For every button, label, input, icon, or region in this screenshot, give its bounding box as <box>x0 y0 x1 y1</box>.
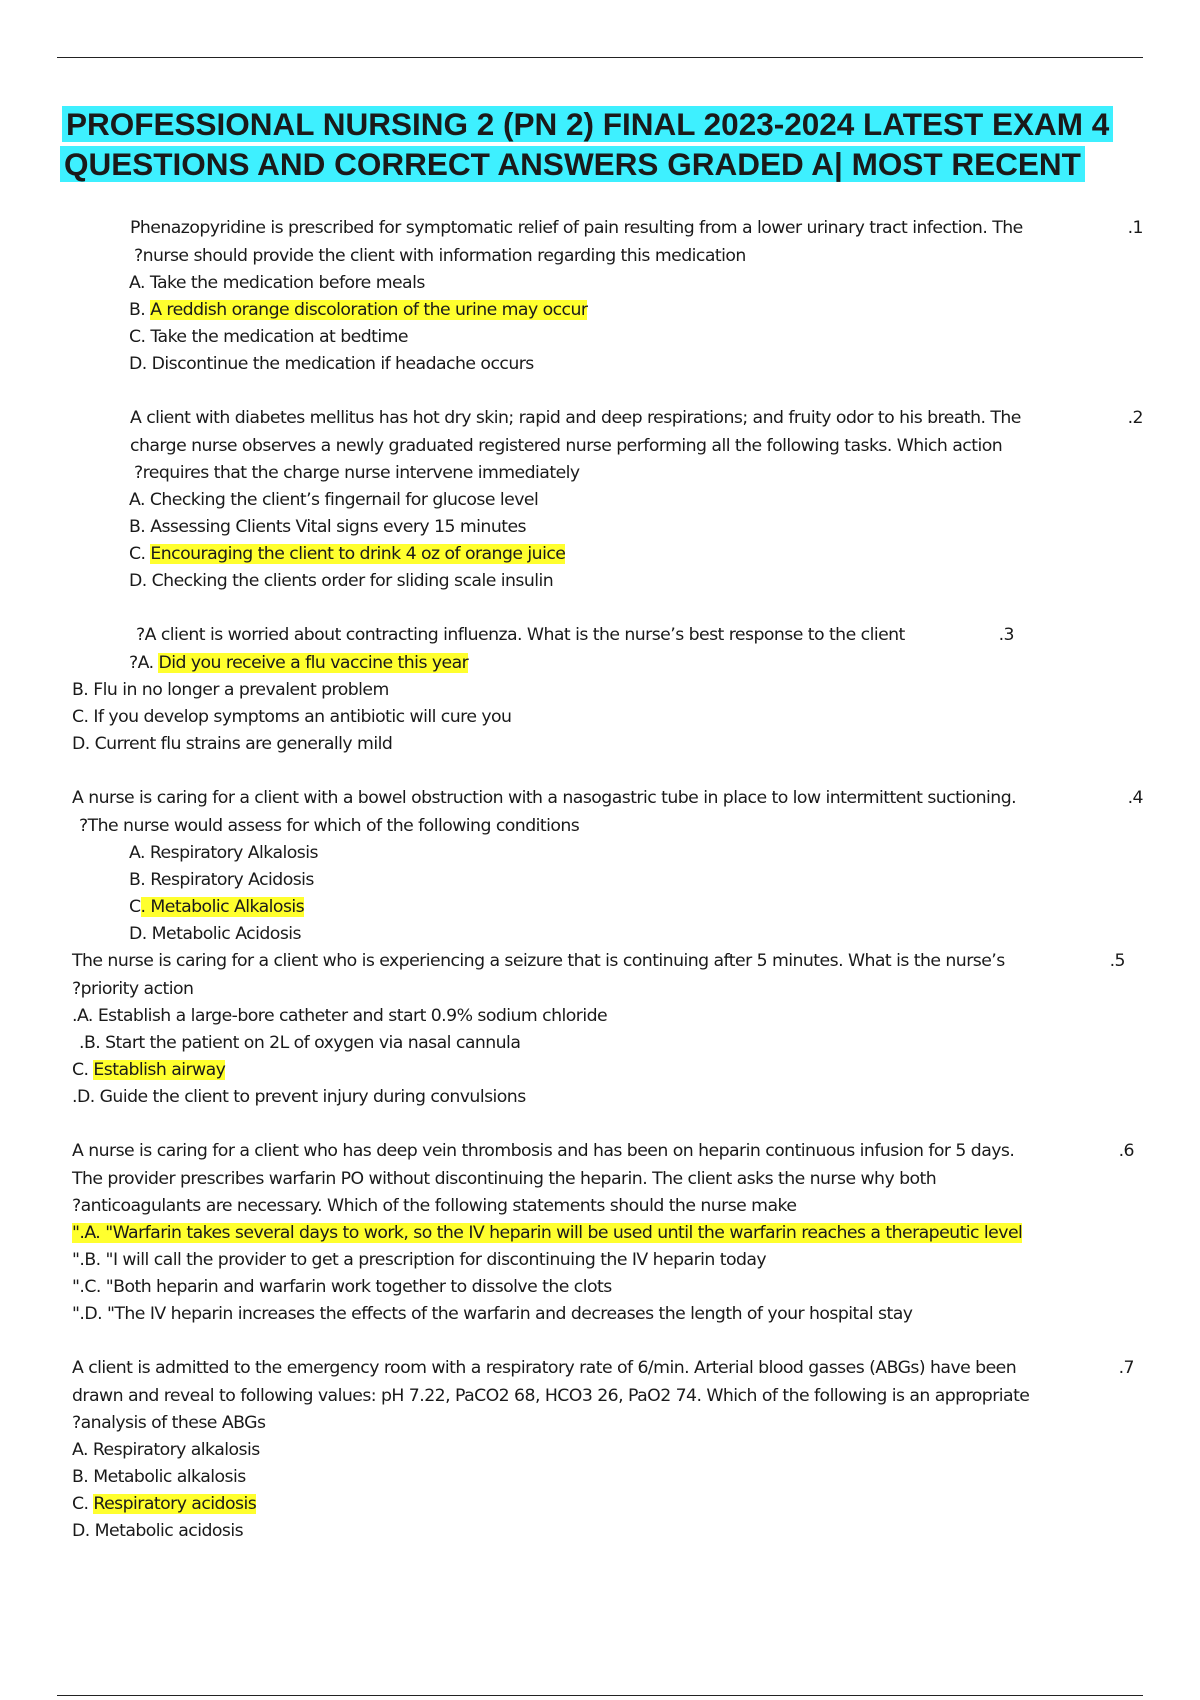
title-line-1: PROFESSIONAL NURSING 2 (PN 2) FINAL 2023-2024 LATEST EXAM 4 <box>62 104 1162 144</box>
correct-answer-highlight: . Metabolic Alkalosis <box>140 897 305 917</box>
question-4-stem-line-2: ?The nurse would assess for which of the following conditions <box>79 816 580 836</box>
question-6-stem-line-2: The provider prescribes warfarin PO without discontinuing the heparin. The client asks the nurse why both <box>72 1169 937 1189</box>
question-6-option-b: ".B. "I will call the provider to get a prescription for discontinuing the IV heparin today <box>72 1250 767 1270</box>
question-3-option-c: C. If you develop symptoms an antibiotic will cure you <box>72 707 512 727</box>
question-1-stem-line-2: ?nurse should provide the client with information regarding this medication <box>134 246 746 266</box>
question-6-stem-line-1: A nurse is caring for a client who has deep vein thrombosis and has been on heparin continuous infusion for 5 days. .6 <box>0 1138 1200 1165</box>
question-7-stem-line-3: ?analysis of these ABGs <box>72 1413 266 1433</box>
question-2-option-d: D. Checking the clients order for sliding scale insulin <box>129 571 554 591</box>
question-5-stem-line-2: ?priority action <box>72 979 194 999</box>
question-number: .2 <box>1127 408 1143 428</box>
correct-answer-highlight: Establish airway <box>93 1060 226 1080</box>
question-number: .6 <box>1118 1141 1134 1161</box>
question-7-stem-line-1: A client is admitted to the emergency room with a respiratory rate of 6/min. Arterial blood gasses (ABGs) have been .7 <box>0 1355 1200 1382</box>
question-4-option-b: B. Respiratory Acidosis <box>129 870 314 890</box>
question-2-option-b: B. Assessing Clients Vital signs every 15 minutes <box>129 517 526 537</box>
question-1-option-d: D. Discontinue the medication if headache occurs <box>129 354 534 374</box>
bottom-divider <box>57 1695 1143 1696</box>
question-number: .4 <box>1127 788 1143 808</box>
question-number: .3 <box>998 625 1014 645</box>
question-2-stem-line-2: charge nurse observes a newly graduated registered nurse performing all the following tasks. Which action <box>130 436 1003 456</box>
question-number: .7 <box>1118 1358 1134 1378</box>
question-2-option-c: C. Encouraging the client to drink 4 oz of orange juice <box>129 544 566 564</box>
question-3-stem-line-1: ?A client is worried about contracting influenza. What is the nurse’s best response to the client .3 <box>0 622 1200 649</box>
question-7-option-a: A. Respiratory alkalosis <box>72 1440 260 1460</box>
question-2-stem-line-3: ?requires that the charge nurse intervene immediately <box>134 463 580 483</box>
question-5-option-a: .A. Establish a large-bore catheter and start 0.9% sodium chloride <box>72 1006 608 1026</box>
page-title <box>62 104 1162 184</box>
question-6-option-c: ".C. "Both heparin and warfarin work together to dissolve the clots <box>72 1277 612 1297</box>
correct-answer-highlight: Encouraging the client to drink 4 oz of orange juice <box>150 544 566 564</box>
question-2-option-a: A. Checking the client’s fingernail for glucose level <box>129 490 539 510</box>
question-4-option-a: A. Respiratory Alkalosis <box>129 843 318 863</box>
question-5-stem-line-1: The nurse is caring for a client who is experiencing a seizure that is continuing after 5 minutes. What is the nurse’s .5 <box>0 948 1200 975</box>
correct-answer-highlight: Did you receive a flu vaccine this year <box>158 653 469 673</box>
question-7-option-b: B. Metabolic alkalosis <box>72 1467 246 1487</box>
question-6-option-a <box>0 1220 1200 1247</box>
question-number: .5 <box>1109 951 1125 971</box>
question-2-stem-line-1: A client with diabetes mellitus has hot dry skin; rapid and deep respirations; and fruity odor to his breath. The .2 <box>0 405 1200 432</box>
question-3-option-d: D. Current flu strains are generally mild <box>72 734 393 754</box>
question-7-stem-line-2: drawn and reveal to following values: pH 7.22, PaCO2 68, HCO3 26, PaO2 74. Which of the following is an appropriate <box>72 1386 1030 1406</box>
question-4-option-c: C. Metabolic Alkalosis <box>129 897 305 917</box>
question-5-option-c: C. Establish airway <box>72 1060 226 1080</box>
question-1-option-c: C. Take the medication at bedtime <box>129 327 408 347</box>
question-7-option-d: D. Metabolic acidosis <box>72 1521 244 1541</box>
question-4-stem-line-1: A nurse is caring for a client with a bowel obstruction with a nasogastric tube in place to low intermittent suctioning. .4 <box>0 785 1200 812</box>
question-1-option-b: B. A reddish orange discoloration of the urine may occur <box>129 300 588 320</box>
question-number: .1 <box>1127 218 1143 238</box>
correct-answer-highlight: ".A. "Warfarin takes several days to work, so the IV heparin will be used until the warfarin reaches a therapeutic level <box>72 1223 1023 1243</box>
question-4-option-d: D. Metabolic Acidosis <box>129 924 301 944</box>
question-3-option-a: ?A. Did you receive a flu vaccine this year <box>129 653 469 673</box>
question-6-option-d: ".D. "The IV heparin increases the effects of the warfarin and decreases the length of your hospital stay <box>72 1304 913 1324</box>
title-line-2: QUESTIONS AND CORRECT ANSWERS GRADED A| MOST RECENT <box>60 144 1162 184</box>
question-7-option-c: C. Respiratory acidosis <box>72 1494 257 1514</box>
question-1-stem-line-1: Phenazopyridine is prescribed for symptomatic relief of pain resulting from a lower urinary tract infection. The .1 <box>0 215 1200 242</box>
question-5-option-b: .B. Start the patient on 2L of oxygen via nasal cannula <box>79 1033 521 1053</box>
correct-answer-highlight: Respiratory acidosis <box>93 1494 257 1514</box>
correct-answer-highlight: A reddish orange discoloration of the urine may occur <box>150 300 588 320</box>
question-3-option-b: B. Flu in no longer a prevalent problem <box>72 680 389 700</box>
question-1-option-a: A. Take the medication before meals <box>129 273 425 293</box>
top-divider <box>57 57 1143 58</box>
question-6-stem-line-3: ?anticoagulants are necessary. Which of the following statements should the nurse make <box>72 1196 797 1216</box>
question-5-option-d: .D. Guide the client to prevent injury during convulsions <box>72 1087 526 1107</box>
